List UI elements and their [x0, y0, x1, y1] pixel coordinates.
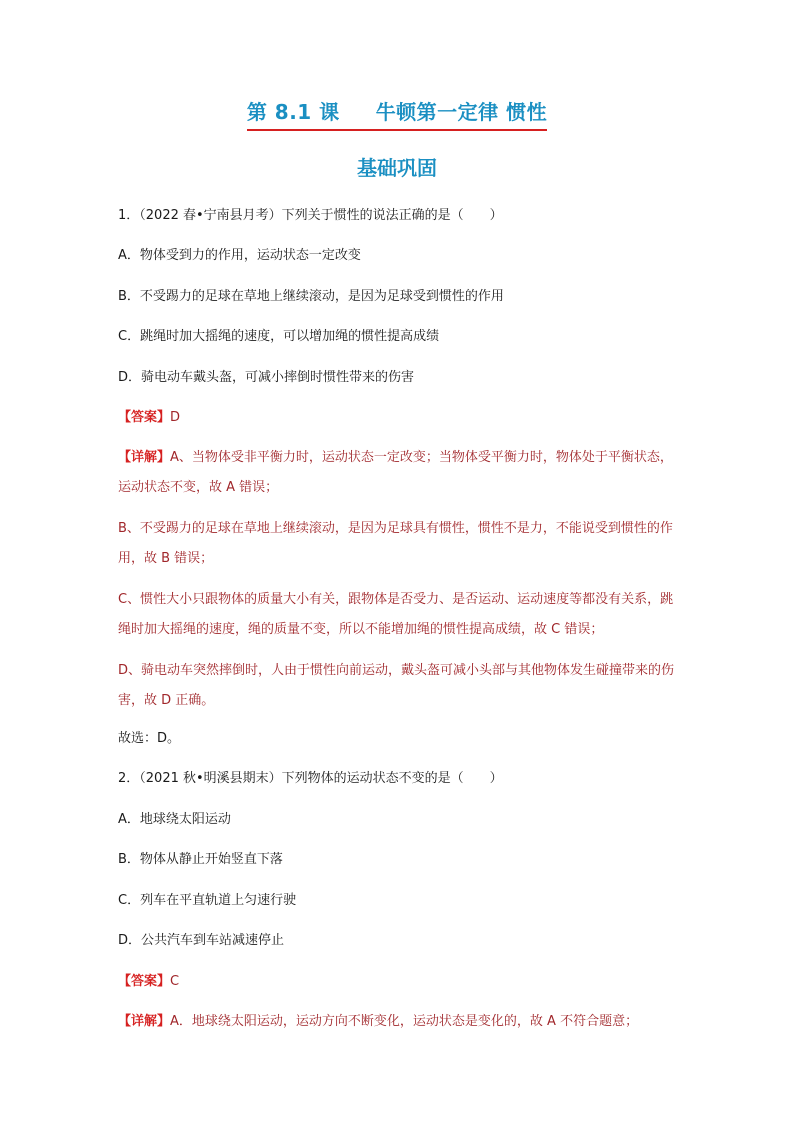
lesson-number: 第 8.1 课 — [246, 100, 340, 124]
detail-label: 【详解】 — [118, 1014, 171, 1029]
question-1-detail-a: 【详解】A、当物体受非平衡力时，运动状态一定改变；当物体受平衡力时，物体处于平衡状态，运动状态不变，故 A 错误； — [118, 450, 673, 495]
question-2-option-c: C．列车在平直轨道上匀速行驶 — [118, 893, 297, 908]
question-1-option-d: D．骑电动车戴头盔，可减小摔倒时惯性带来的伤害 — [118, 370, 415, 385]
question-1-option-c: C．跳绳时加大摇绳的速度，可以增加绳的惯性提高成绩 — [118, 329, 440, 344]
question-2-option-b: B．物体从静止开始竖直下落 — [118, 852, 283, 867]
question-1-stem: 1．（2022 春•宁南县月考）下列关于惯性的说法正确的是（ ） — [118, 208, 503, 223]
question-1-option-b: B．不受踢力的足球在草地上继续滚动，是因为足球受到惯性的作用 — [118, 289, 504, 304]
question-1-detail-b: B、不受踢力的足球在草地上继续滚动，是因为足球具有惯性，惯性不是力，不能说受到惯性的作用，故 B 错误； — [118, 521, 673, 566]
question-1-detail-d: D、骑电动车突然摔倒时，人由于惯性向前运动，戴头盔可减小头部与其他物体发生碰撞带来的伤害，故 D 正确。 — [118, 663, 675, 708]
question-1-answer — [118, 409, 678, 427]
question-2-option-d: D．公共汽车到车站减速停止 — [118, 933, 285, 948]
question-2-detail-a: 【详解】A．地球绕太阳运动，运动方向不断变化，运动状态是变化的，故 A 不符合题意； — [118, 1014, 639, 1029]
answer-value: D — [170, 410, 181, 425]
question-2-option-a: A．地球绕太阳运动 — [118, 812, 231, 827]
question-1-option-a: A．物体受到力的作用，运动状态一定改变 — [118, 248, 361, 263]
answer-label: 【答案】 — [118, 974, 171, 989]
answer-value: C — [170, 974, 180, 989]
detail-label: 【详解】 — [118, 450, 171, 465]
question-1-conclusion: 故选：D。 — [118, 731, 181, 746]
lesson-title — [0, 96, 794, 129]
question-2-stem: 2．（2021 秋•明溪县期末）下列物体的运动状态不变的是（ ） — [118, 771, 503, 786]
question-2-answer — [118, 973, 678, 991]
section-heading: 基础巩固 — [357, 156, 437, 180]
question-1-detail-c: C、惯性大小只跟物体的质量大小有关，跟物体是否受力、是否运动、运动速度等都没有关系，跳绳时加大摇绳的速度，绳的质量不变，所以不能增加绳的惯性提高成绩，故 C 错误； — [118, 592, 674, 637]
lesson-topic: 牛顿第一定律 惯性 — [375, 100, 548, 124]
answer-label: 【答案】 — [118, 410, 171, 425]
